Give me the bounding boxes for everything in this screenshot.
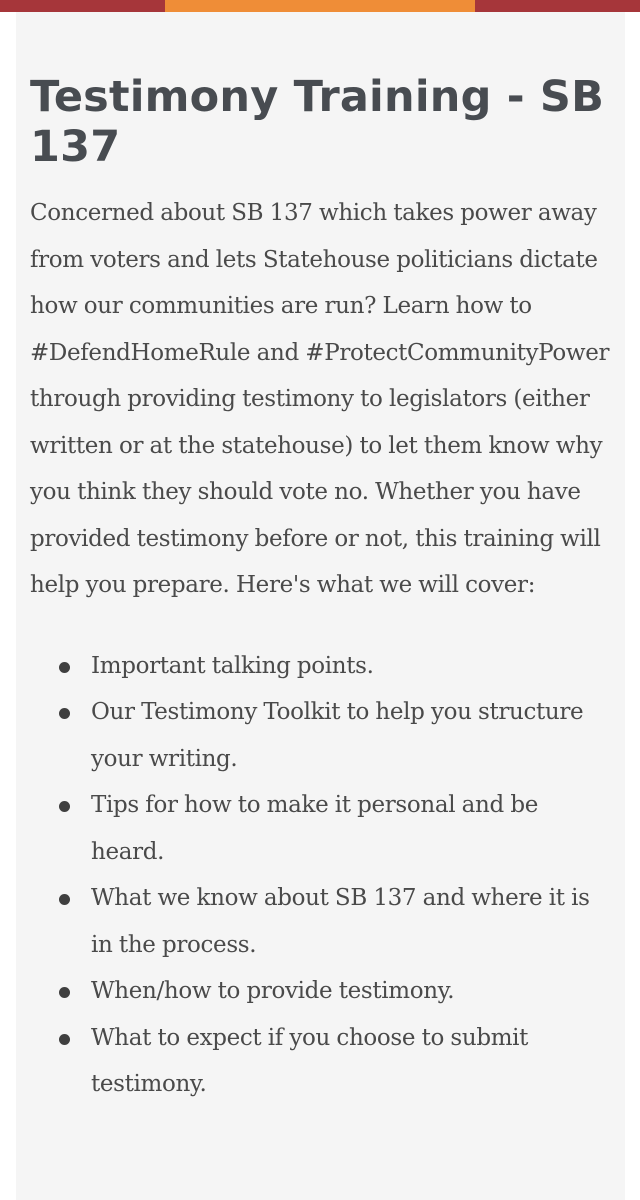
bullet-icon (59, 708, 70, 719)
page-title: Testimony Training - SB 137 (30, 72, 605, 172)
top-color-bar (0, 0, 640, 12)
top-bar-segment-left (0, 0, 165, 12)
list-item-text: Our Testimony Toolkit to help you structure your writing. (91, 699, 584, 772)
list-item (30, 1015, 611, 1108)
bullet-icon (59, 662, 70, 673)
bullet-icon (59, 801, 70, 812)
list-item-text: What to expect if you choose to submit testimony. (91, 1024, 529, 1097)
top-bar-segment-right (475, 0, 640, 12)
event-description-card (16, 12, 625, 1200)
bullet-icon (59, 894, 70, 905)
list-item-text: What we know about SB 137 and where it is in the process. (91, 885, 590, 958)
top-bar-segment-middle (165, 0, 475, 12)
list-item (30, 875, 611, 968)
list-item-text: When/how to provide testimony. (91, 978, 455, 1004)
bullet-icon (59, 1034, 70, 1045)
topics-list (30, 643, 611, 1108)
list-item (30, 782, 611, 875)
intro-paragraph: Concerned about SB 137 which takes power away from voters and lets Statehouse politicians dictate how our communities are run? Learn how to #DefendHomeRule and #ProtectCommunityPower through providing testimony to legislators (either written or at the statehouse) to let them know why you think they should vote no. Whether you have provided testimony before or not, this training will help you prepare. Here's what we will cover: (30, 200, 610, 598)
list-item (30, 643, 611, 690)
list-item (30, 689, 611, 782)
list-item (30, 968, 611, 1015)
list-item-text: Important talking points. (91, 652, 374, 679)
bullet-icon (59, 987, 70, 998)
list-item-text: Tips for how to make it personal and be heard. (91, 792, 538, 865)
